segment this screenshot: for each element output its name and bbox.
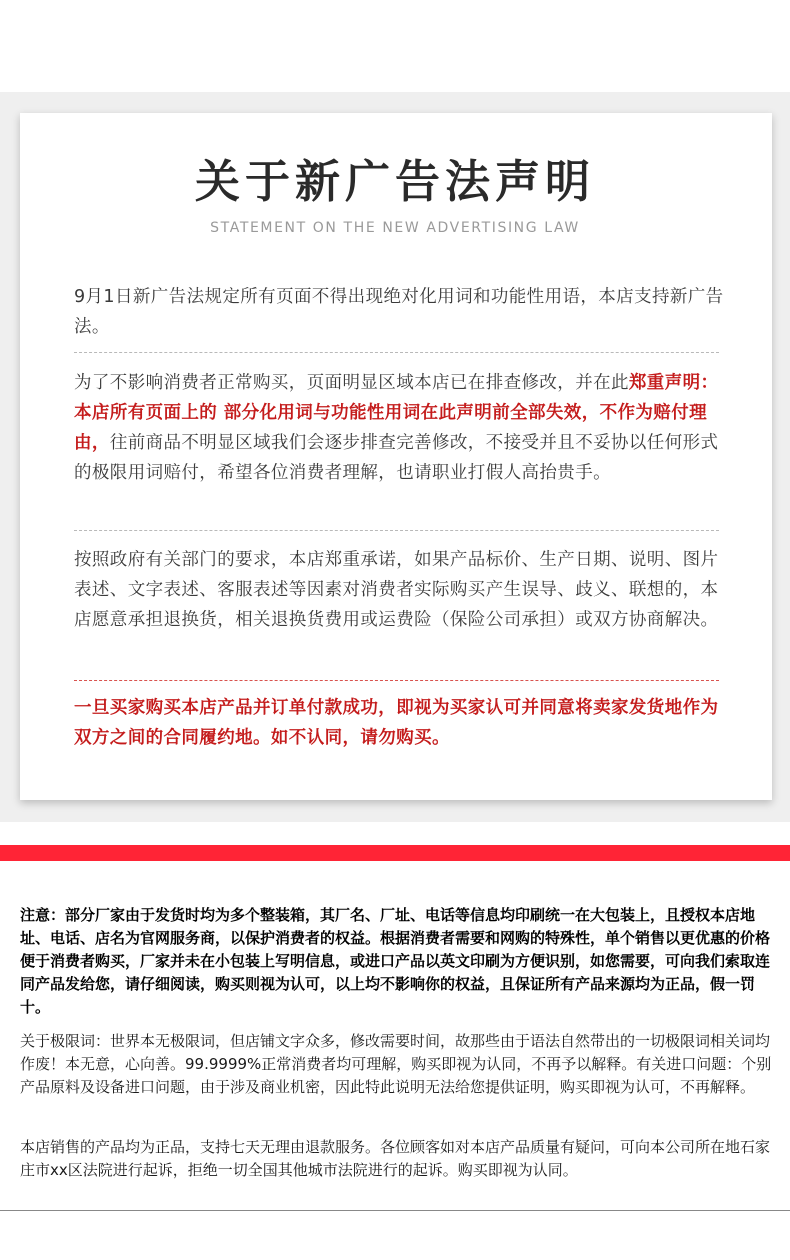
declaration-highlight: 郑重声明：本店所有页面上的 部分化用词与功能性用词在此声明前全部失效，不作为赔付理由，	[74, 373, 719, 453]
divider-red	[74, 680, 719, 681]
paragraph-declaration	[74, 368, 724, 488]
divider	[74, 530, 719, 531]
declaration-intro: 为了不影响消费者正常购买，页面明显区域本店已在排查修改，并在此	[74, 373, 629, 393]
note-refund-policy: 本店销售的产品均为正品，支持七天无理由退款服务。各位顾客如对本店产品质量有疑问，可向本公司所在地石家庄市xx区法院进行起诉，拒绝一切全国其他城市法院进行的起诉。购买即视为认同。	[20, 1138, 771, 1179]
section-separator-bar	[0, 845, 790, 861]
note-manufacturer: 注意：部分厂家由于发货时均为多个整装箱，其厂名、厂址、电话等信息均印刷统一在大包装上，且授权本店地址、电话、店名为官网服务商，以保护消费者的权益。根据消费者需要和网购的特殊性，单个销售以更优惠的价格便于消费者购买，厂家并未在小包装上写明信息，或进口产品以英文印刷为方便识别，如您需要，可向我们索取连同产品发给您，请仔细阅读，购买则视为认可，以上均不影响你的权益，且保证所有产品来源均为正品，假一罚十。	[20, 906, 771, 1016]
declaration-rest: 往前商品不明显区域我们会逐步排查完善修改，不接受并且不妥协以任何形式的极限用词赔付，希望各位消费者理解，也请职业打假人高抬贵手。	[74, 433, 719, 483]
statement-subtitle: STATEMENT ON THE NEW ADVERTISING LAW	[210, 220, 580, 236]
statement-title: 关于新广告法声明	[194, 155, 595, 208]
note-limit-words: 关于极限词：世界本无极限词，但店铺文字众多，修改需要时间，故那些由于语法自然带出的一切极限词相关词均作废！本无意，心向善。99.9999%正常消费者均可理解，购买即视为认同，不再予以解释。有关进口问题：个别产品原料及设备进口问题，由于涉及商业机密，因此特此说明无法给您提供证明，购买即视为认可，不再解释。	[20, 1032, 772, 1096]
paragraph-commitment: 按照政府有关部门的要求，本店郑重承诺，如果产品标价、生产日期、说明、图片表述、文字表述、客服表述等因素对消费者实际购买产生误导、歧义、联想的，本店愿意承担退换货，相关退换货费用或运费险（保险公司承担）或双方协商解决。	[74, 550, 719, 630]
paragraph-purchase-terms: 一旦买家购买本店产品并订单付款成功，即视为买家认可并同意将卖家发货地作为双方之间的合同履约地。如不认同，请勿购买。	[74, 698, 719, 748]
paragraph-ad-law: 9月1日新广告法规定所有页面不得出现绝对化用词和功能性用语，本店支持新广告法。	[74, 287, 724, 337]
divider	[74, 352, 719, 353]
bottom-divider	[0, 1210, 790, 1211]
